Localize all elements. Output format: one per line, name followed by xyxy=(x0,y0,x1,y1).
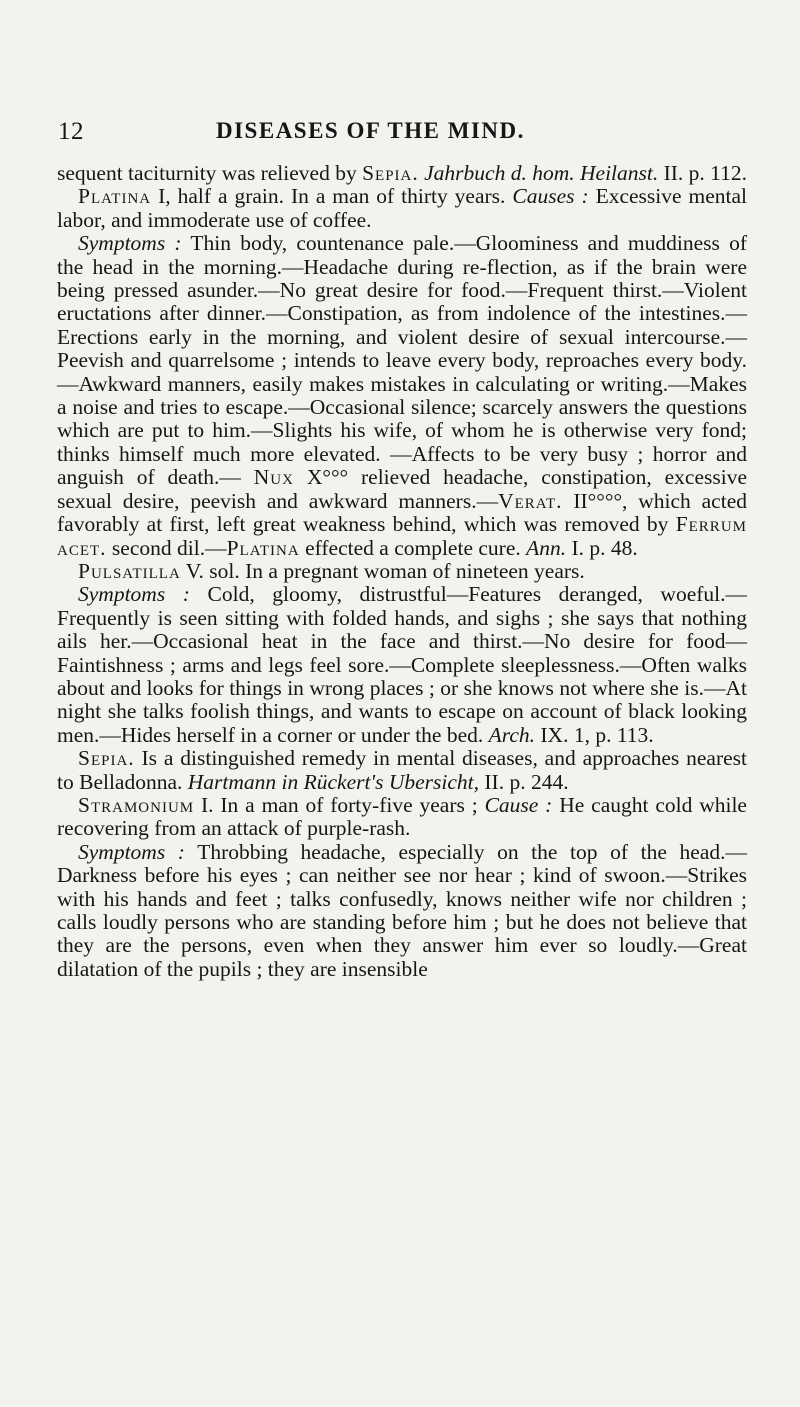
remedy-name: Ferrum acet. xyxy=(57,512,747,560)
italic-text: Arch. xyxy=(488,722,536,747)
italic-text: Cause : xyxy=(484,792,553,817)
body-text xyxy=(57,162,747,981)
paragraph xyxy=(57,232,747,560)
text-run: I. p. 48. xyxy=(566,535,638,560)
paragraph xyxy=(57,794,747,841)
paragraph xyxy=(57,185,747,232)
remedy-name: Platina xyxy=(226,535,300,560)
remedy-name: Pulsatilla xyxy=(78,558,181,583)
paragraph xyxy=(57,747,747,794)
text-run: He caught cold while recovering from an attack of purple-rash. xyxy=(57,792,747,841)
text-run: effected a complete cure. xyxy=(299,535,527,560)
text-run: II. p. 244. xyxy=(479,769,569,794)
text-run: IX. 1, p. 113. xyxy=(535,722,654,747)
remedy-name: Sepia. xyxy=(78,746,135,771)
paragraph xyxy=(57,162,747,185)
italic-text: Ann. xyxy=(526,535,567,560)
text-run: II. p. 112. xyxy=(658,161,748,185)
italic-text: Symptoms : xyxy=(78,839,185,864)
text-run: Throbbing headache, especially on the top of the head.—Darkness before his eyes ; can neither see nor hear ; kind of swoon.—Strikes with his hands and feet ; talks confusedly, knows neither wife nor children ; calls loudly persons who are standing before him ; but he does not believe that they are the persons, even when they answer him ever so loudly.—Great dilatation of the pupils ; they are insensible xyxy=(57,839,747,981)
page-number: 12 xyxy=(58,118,84,145)
page-header xyxy=(58,118,758,148)
remedy-name: Platina xyxy=(78,184,152,209)
text-run: X°°° relieved headache, constipation, excessive sexual desire, peevish and awkward manners.— xyxy=(57,465,747,513)
text-run: second dil.— xyxy=(106,535,227,560)
italic-text: Jahrbuch d. hom. Heilanst. xyxy=(424,161,659,185)
remedy-name: Verat. xyxy=(498,488,563,513)
text-run: V. sol. In a pregnant woman of nineteen years. xyxy=(180,558,585,583)
paragraph xyxy=(57,560,747,583)
text-run: Cold, gloomy, distrustful—Features deranged, woeful.—Frequently is seen sitting with folded hands, and sighs ; she says that nothing ails her.—Occasional heat in the face and thirst.—No desire for food—Faintishness ; arms and legs feel sore.—Complete sleeplessness.—Often walks about and looks for things in wrong places ; or she knows not where she is.—At night she talks foolish things, and wants to escape on account of black looking men.—Hides herself in a corner or under the bed. xyxy=(57,582,747,747)
italic-text: Hartmann in Rückert's Ubersicht, xyxy=(187,769,479,794)
italic-text: Causes : xyxy=(512,184,589,209)
running-title: DISEASES OF THE MIND. xyxy=(216,118,525,143)
paragraph xyxy=(57,841,747,981)
italic-text: Symptoms : xyxy=(78,231,182,256)
text-run: I, half a grain. In a man of thirty years. xyxy=(151,184,513,209)
remedy-name: Stramonium xyxy=(78,792,195,817)
text-run: sequent taciturnity was relieved by xyxy=(57,161,363,185)
remedy-name: Sepia. xyxy=(362,161,419,185)
italic-text: Symptoms : xyxy=(78,582,190,607)
text-run: I. In a man of forty-five years ; xyxy=(194,792,485,817)
paragraph xyxy=(57,583,747,747)
text-run: II°°°°, which acted favorably at first, left great weakness behind, which was removed by xyxy=(57,488,747,537)
text-run: Thin body, countenance pale.—Gloominess and muddiness of the head in the morning.—Headache during re-flection, as if the brain were being pressed asunder.—No great desire for food.—Frequent thirst.—Violent eructations after dinner.—Constipation, as from indolence of the intestines.—Erections early in the morning, and violent desire of sexual intercourse.—Peevish and quarrelsome ; intends to leave every body, reproaches every body.—Awkward manners, easily makes mistakes in calculating or writing.—Makes a noise and tries to escape.—Occasional silence; scarcely answers the questions which are put to him.—Slights his wife, of whom he is otherwise very fond; thinks himself much more elevated. —Affects to be very busy ; horror and anguish of death.— xyxy=(57,231,747,490)
text-run: Excessive mental labor, and immoderate use of coffee. xyxy=(57,184,747,232)
remedy-name: Nux xyxy=(253,465,294,490)
text-run: Is a distinguished remedy in mental diseases, and approaches nearest to Belladonna. xyxy=(57,746,747,794)
